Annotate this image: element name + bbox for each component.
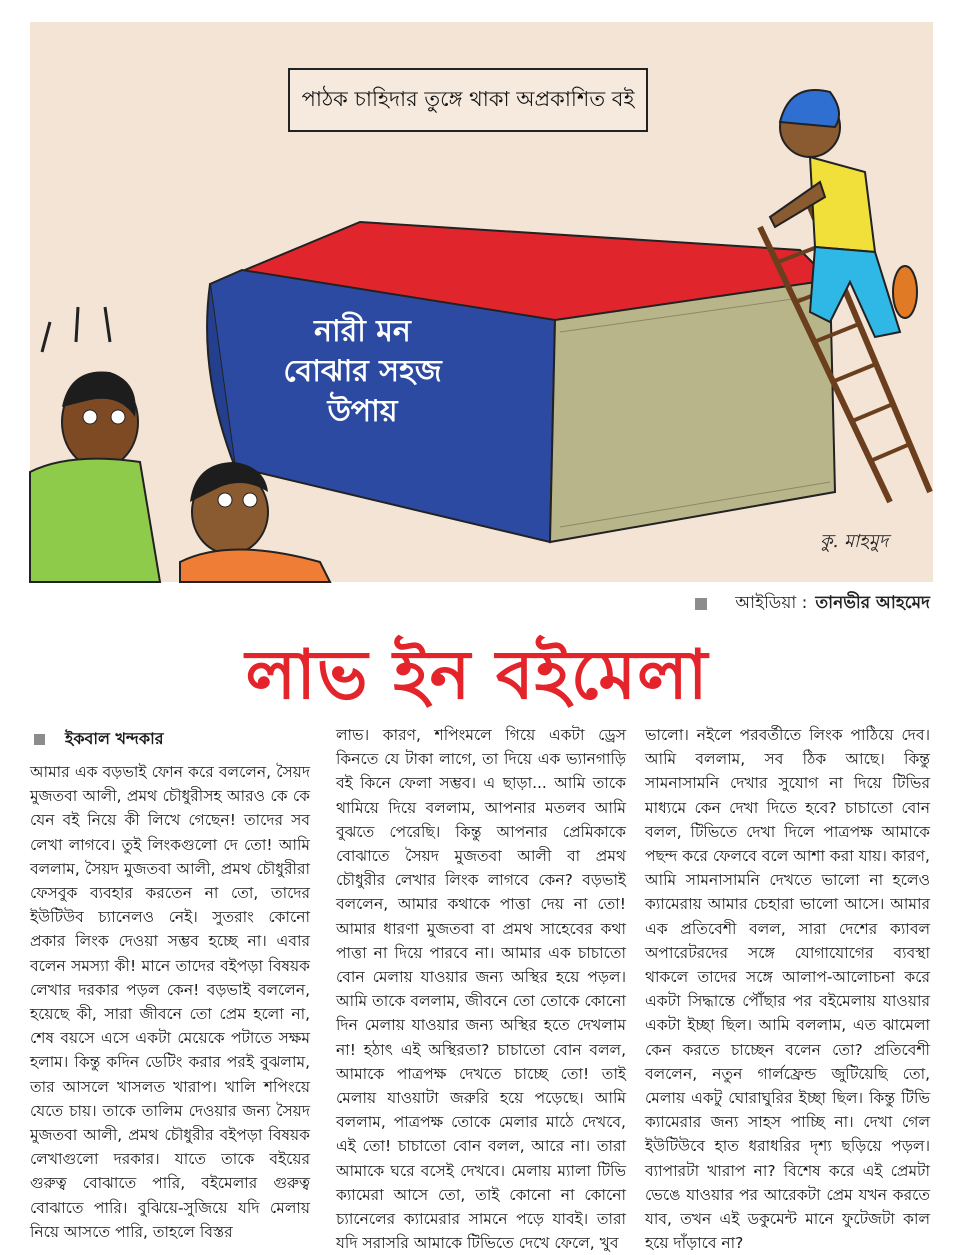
man-standing-left bbox=[30, 307, 160, 582]
book-title bbox=[255, 312, 470, 432]
artist-signature: কু. মাহমুদ bbox=[820, 531, 889, 552]
idea-label: আইডিয়া : bbox=[735, 593, 808, 613]
cartoon-caption: পাঠক চাহিদার তুঙ্গে থাকা অপ্রকাশিত বই bbox=[288, 68, 648, 132]
article-column-2: লাভ। কারণ, শপিংমলে গিয়ে একটা ড্রেস কিনতে যে টাকা লাগে, তা দিয়ে এক ভ্যানগাড়ি বই কিনে ফেলা সম্ভব। এ ছাড়া... আমি তাকে থামিয়ে দিয়ে বললাম, আপনার মতলব আমি বুঝতে পেরেছি। কিন্তু আপনার প্রেমিকাকে বোঝাতে সৈয়দ মুজতবা আলী বা প্রমথ চৌধুরীর লেখার লিংক লাগবে কেন? বড়ভাই বললেন, আমার কথাকে পাত্তা দেয় না তো! আমার ধারণা মুজতবা বা প্রমথ সাহেবের কথা পাত্তা না দিয়ে পারবে না। আমার এক চাচাতো বোন মেলায় যাওয়ার জন্য অস্থির হয়ে পড়ল। আমি তাকে বললাম, জীবনে তো তোকে কোনো দিন মেলায় যাওয়ার জন্য অস্থির হতে দেখলাম না! হঠাৎ এই অস্থিরতা? চাচাতো বোন বলল, আমাকে পাত্রপক্ষ দেখতে চাচ্ছে তো! তাই মেলায় যাওয়াটা জরুরি হয়ে পড়েছে। আমি বললাম, পাত্রপক্ষ তোকে মেলার মাঠে দেখবে, এই তো! চাচাতো বোন বলল, আরে না। তারা আমাকে ঘরে বসেই দেখবে। মেলায় ম্যালা টিভি ক্যামেরা আসে তো, তাই কোনো না কোনো চ্যানেলের ক্যামেরার সামনে পড়ে যাবই। তারা যদি সরাসরি আমাকে টিভিতে দেখে ফেলে, খুব bbox=[336, 726, 626, 1253]
bullet-square-icon bbox=[695, 598, 707, 610]
cartoon-illustration bbox=[30, 22, 933, 582]
book-title-line: নারী মন bbox=[314, 314, 411, 349]
book-title-line: উপায় bbox=[327, 394, 398, 429]
book-title-line: বোঝার সহজ bbox=[283, 354, 442, 389]
article-column-1: আমার এক বড়ভাই ফোন করে বললেন, সৈয়দ মুজতবা আলী, প্রমথ চৌধুরীসহ আরও কে কে যেন বই নিয়ে কী লিখে গেছেন! তাদের সব লেখা লাগবে। তুই লিংকগুলো দে তো! আমি বললাম, সৈয়দ মুজতবা আলী, প্রমথ চৌধুরীরা ফেসবুক ব্যবহার করতেন না তো, তাদের ইউটিউব চ্যানেলও নেই। সুতরাং কোনো প্রকার লিংক দেওয়া সম্ভব হচ্ছে না। এবার বলেন সমস্যা কী! মানে তাদের বইপড়া বিষয়ক লেখার দরকার পড়ল কেন! বড়ভাই বললেন, হয়েছে কী, সারা জীবনে তো প্রেম হলো না, শেষ বয়সে এসে একটা মেয়েকে পটাতে সক্ষম হলাম। কিন্তু কদিন ডেটিং করার পরই বুঝলাম, তার আসলে খাসলত খারাপ। খালি শপিংয়ে যেতে চায়। তাকে তালিম দেওয়ার জন্য সৈয়দ মুজতবা আলী, প্রমথ চৌধুরীর বইপড়া বিষয়ক লেখাগুলো দরকার। যাতে তাকে বইয়ের গুরুত্ব বোঝাতে পারি, বইমেলার গুরুত্ব বোঝাতে পারি। বুঝিয়ে-সুজিয়ে যদি মেলায় নিয়ে আসতে পারি, তাহলে বিস্তর bbox=[30, 763, 310, 1241]
idea-credit bbox=[695, 590, 930, 618]
byline bbox=[34, 726, 164, 753]
bullet-square-icon bbox=[34, 734, 45, 745]
author-name: ইকবাল খন্দকার bbox=[65, 729, 164, 748]
article-column-3: ভালো। নইলে পরবর্তীতে লিংক পাঠিয়ে দেব। আমি বললাম, সব ঠিক আছে। কিন্তু সামনাসামনি দেখার সুযোগ না দিয়ে টিভির মাধ্যমে কেন দেখা দিতে হবে? চাচাতো বোন বলল, টিভিতে দেখা দিলে পাত্রপক্ষ আমাকে পছন্দ করে ফেলবে বলে আশা করা যায়। কারণ, আমি সামনাসামনি দেখতে ভালো না হলেও ক্যামেরায় আমার চেহারা ভালো আসে। আমার এক প্রতিবেশী বলল, সারা দেশের ক্যাবল অপারেটরদের সঙ্গে যোগাযোগের ব্যবস্থা থাকলে তাদের সঙ্গে আলাপ-আলোচনা করে একটা সিদ্ধান্তে পৌঁছার পর বইমেলায় যাওয়ার একটা ইচ্ছা ছিল। আমি বললাম, এত ঝামেলা কেন করতে চাচ্ছেন বলেন তো? প্রতিবেশী বললেন, নতুন গার্লফ্রেন্ড জুটিয়েছি তো, মেলায় একটু ঘোরাঘুরির ইচ্ছা ছিল। কিন্তু টিভি ক্যামেরার জন্য সাহস পাচ্ছি না। দেখা গেল ইউটিউবে হাত ধরাধরির দৃশ্য ছড়িয়ে পড়ল। ব্যাপারটা খারাপ না? বিশেষ করে এই প্রেমটা ভেঙে যাওয়ার পর আরেকটা প্রেম যখন করতে যাব, তখন এই ডকুমেন্ট মানে ফুটেজটা কাল হয়ে দাঁড়াবে না? bbox=[645, 726, 930, 1253]
book-pages bbox=[550, 280, 835, 542]
idea-name: তানভীর আহমেদ bbox=[815, 593, 930, 613]
article-headline: লাভ ইন বইমেলা bbox=[245, 636, 709, 715]
